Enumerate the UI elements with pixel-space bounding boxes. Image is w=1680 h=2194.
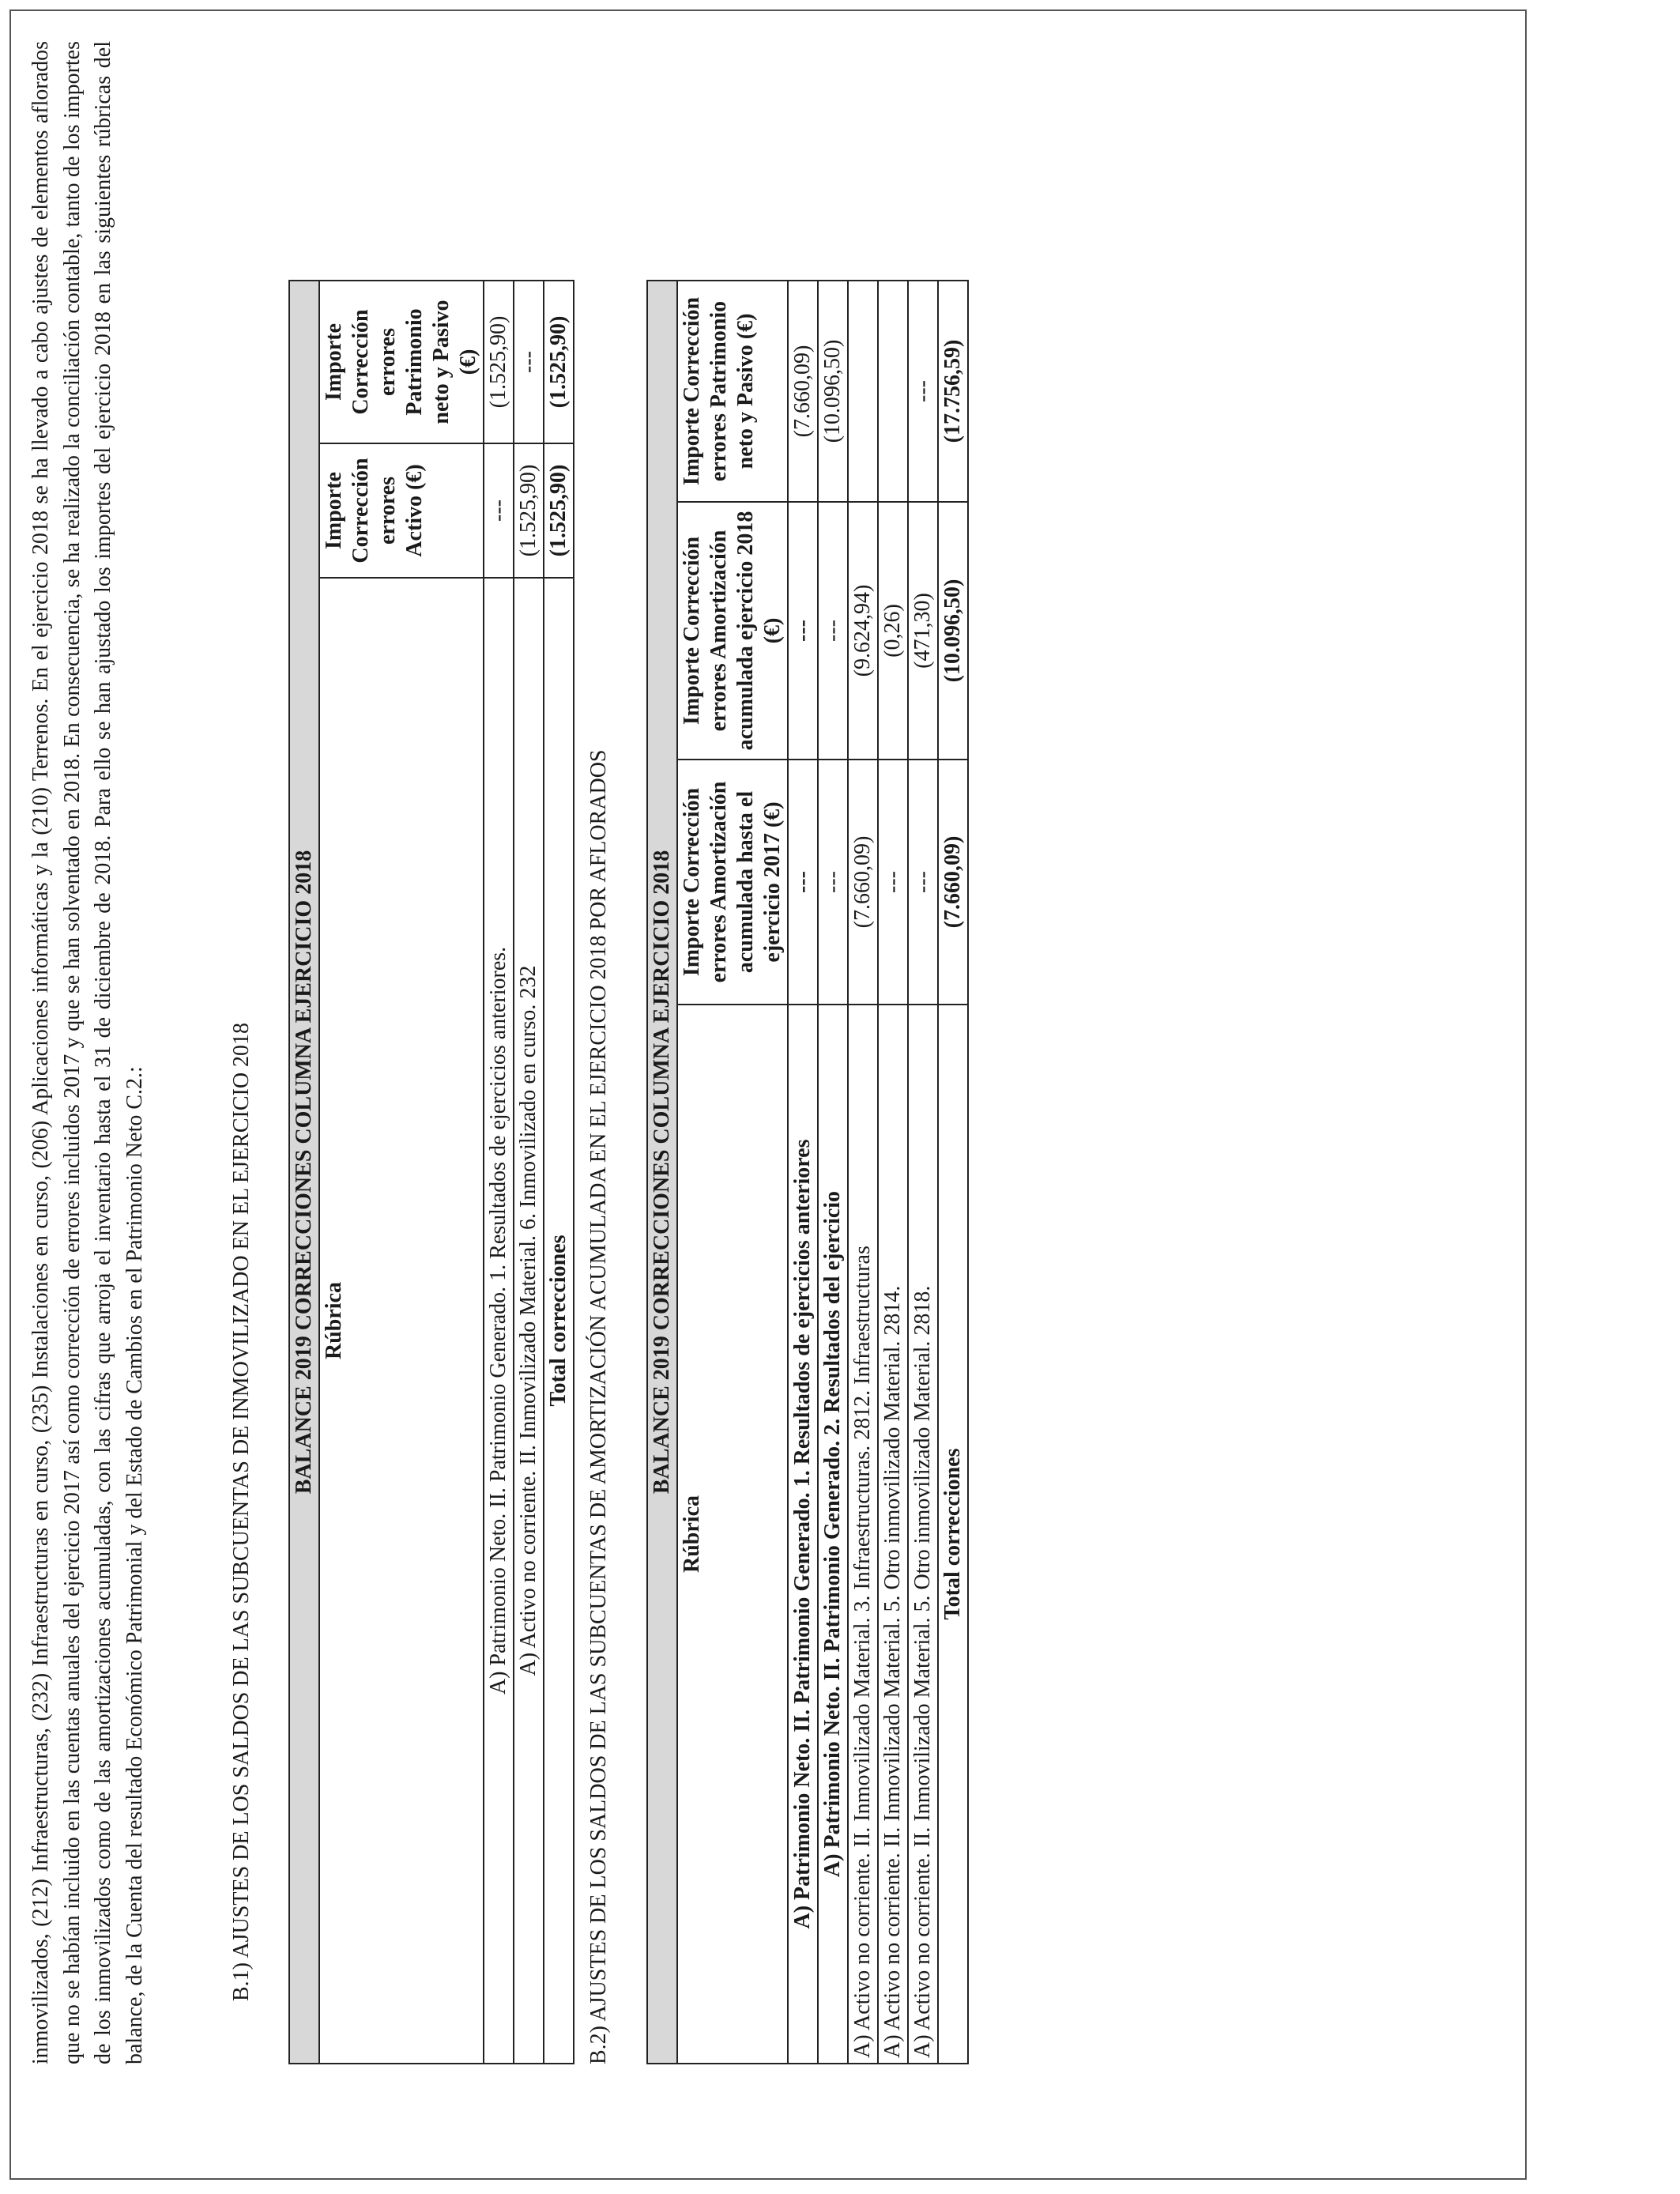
table-b2-cell-patrimonio: (7.660,09) (788, 281, 818, 502)
table-b1-total-patrimonio: (1.525,90) (544, 281, 574, 443)
table-b1-title: BALANCE 2019 CORRECCIONES COLUMNA EJERCICIO 2018 (289, 281, 319, 2064)
table-b2-cell-patrimonio (878, 281, 908, 502)
table-b2-title: BALANCE 2019 CORRECCIONES COLUMNA EJERCICIO 2018 (647, 281, 677, 2064)
table-b2-header-rubrica: Rúbrica (677, 1005, 788, 2064)
table-row (878, 281, 908, 2064)
section-b2-heading: B.2) AJUSTES DE LOS SALDOS DE LAS SUBCUENTAS DE AMORTIZACIÓN ACUMULADA EN EL EJERCICIO 2018 POR AFLORADOS (586, 749, 611, 2064)
table-b2-cell-patrimonio (848, 281, 878, 502)
table-row (484, 281, 514, 2064)
rotated-page-content (25, 41, 1132, 2064)
table-b1-cell-patrimonio: (1.525,90) (484, 281, 514, 443)
table-b2 (646, 280, 969, 2064)
table-b2-cell-rubrica: A) Activo no corriente. II. Inmovilizado Material. 5. Otro inmovilizado Material. 2814. (878, 1005, 908, 2064)
table-b1 (288, 280, 574, 2064)
table-total-row (938, 281, 968, 2064)
table-b2-header-amort-2017: Importe Corrección errores Amortización acumulada hasta el ejercicio 2017 (€) (677, 760, 788, 1005)
table-b2-cell-rubrica: A) Patrimonio Neto. II. Patrimonio Generado. 2. Resultados del ejercicio (818, 1005, 848, 2064)
table-b2-cell-amort-2017: --- (878, 760, 908, 1005)
table-b2-cell-amort-2017: --- (908, 760, 938, 1005)
table-b2-cell-amort-2018: --- (818, 502, 848, 760)
table-b2-cell-amort-2017: (7.660,09) (848, 760, 878, 1005)
table-b2-total-label: Total correcciones (938, 1005, 968, 2064)
table-b2-cell-amort-2018: (9.624,94) (848, 502, 878, 760)
table-b2-cell-patrimonio: (10.096,50) (818, 281, 848, 502)
table-b1-header-rubrica: Rúbrica (319, 578, 484, 2064)
table-b1-total-activo: (1.525,90) (544, 443, 574, 578)
table-b2-cell-rubrica: A) Patrimonio Neto. II. Patrimonio Generado. 1. Resultados de ejercicios anteriores (788, 1005, 818, 2064)
table-b2-cell-amort-2017: --- (818, 760, 848, 1005)
table-b2-cell-rubrica: A) Activo no corriente. II. Inmovilizado Material. 5. Otro inmovilizado Material. 2818. (908, 1005, 938, 2064)
table-b1-cell-activo: (1.525,90) (514, 443, 544, 578)
table-row (848, 281, 878, 2064)
table-b2-header-patrimonio: Importe Corrección errores Patrimonio neto y Pasivo (€) (677, 281, 788, 502)
table-b2-total-amort-2017: (7.660,09) (938, 760, 968, 1005)
table-b2-total-amort-2018: (10.096,50) (938, 502, 968, 760)
table-b2-cell-amort-2017: --- (788, 760, 818, 1005)
table-row (788, 281, 818, 2064)
table-row (818, 281, 848, 2064)
table-b1-header-patrimonio: Importe Corrección errores Patrimonio neto y Pasivo (€) (319, 281, 484, 443)
table-row (908, 281, 938, 2064)
intro-paragraph: inmovilizados, (212) Infraestructuras, (232) Infraestructuras en curso, (235) Instalaciones en curso, (206) Aplicaciones informáticas y la (210) Terrenos. En el ejercicio 2018 se ha llevado a cabo ajustes de elementos aflorados que no se habían incluido en las cuentas anuales del ejercicio 2017 así como corrección de errores incluidos 2017 y que se han solventado en 2018. En consecuencia, se ha realizado la conciliación contable, tanto de los importes de los inmovilizados como de las amortizaciones acumuladas, con las cifras que arroja el inventario hasta el 31 de diciembre de 2018. Para ello se han ajustado los importes del ejercicio 2018 en las siguientes rúbricas del balance, de la Cuenta del resultado Económico Patrimonial y del Estado de Cambios en el Patrimonio Neto C.2.: (28, 41, 147, 2064)
table-b1-total-label: Total correcciones (544, 578, 574, 2064)
table-b2-cell-patrimonio: --- (908, 281, 938, 502)
table-b1-cell-rubrica: A) Activo no corriente. II. Inmovilizado Material. 6. Inmovilizado en curso. 232 (514, 578, 544, 2064)
table-b1-header-activo: Importe Corrección errores Activo (€) (319, 443, 484, 578)
table-b2-cell-amort-2018: --- (788, 502, 818, 760)
table-b2-cell-amort-2018: (471,30) (908, 502, 938, 760)
section-b1-heading: B.1) AJUSTES DE LOS SALDOS DE LAS SUBCUENTAS DE INMOVILIZADO EN EL EJERCICIO 2018 (229, 1022, 254, 2001)
table-b1-cell-patrimonio: --- (514, 281, 544, 443)
table-b2-cell-amort-2018: (0,26) (878, 502, 908, 760)
table-b2-total-patrimonio: (17.756,59) (938, 281, 968, 502)
table-b1-cell-activo: --- (484, 443, 514, 578)
table-total-row (544, 281, 574, 2064)
table-row (514, 281, 544, 2064)
table-b1-cell-rubrica: A) Patrimonio Neto. II. Patrimonio Generado. 1. Resultados de ejercicios anteriores. (484, 578, 514, 2064)
table-b2-header-amort-2018: Importe Corrección errores Amortización acumulada ejercicio 2018 (€) (677, 502, 788, 760)
table-b2-cell-rubrica: A) Activo no corriente. II. Inmovilizado Material. 3. Infraestructuras. 2812. Infraestructuras (848, 1005, 878, 2064)
